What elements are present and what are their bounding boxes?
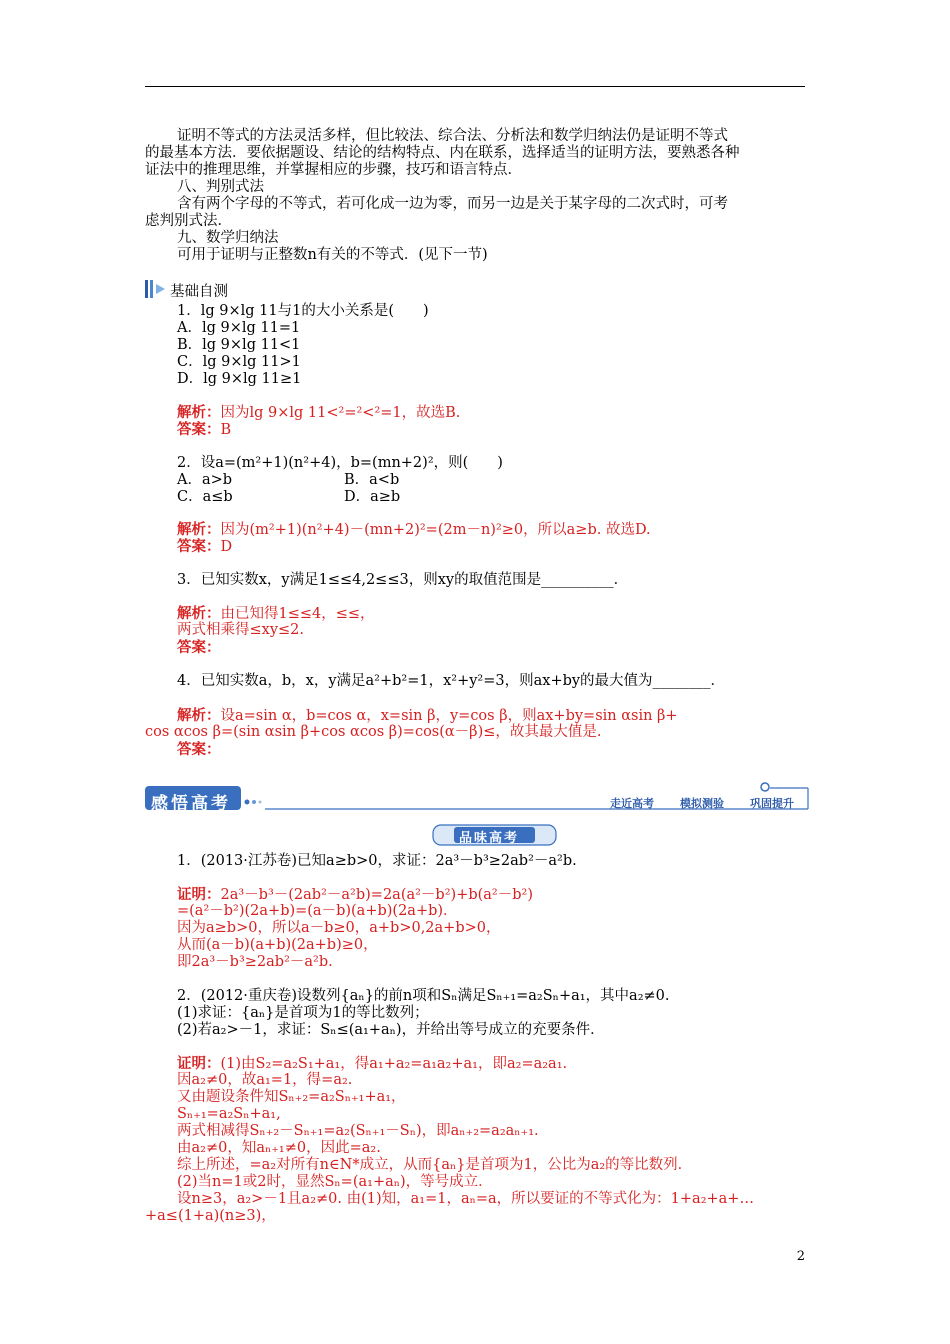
q3-answer-label: 答案： [177, 639, 221, 656]
page-number: 2 [796, 1249, 805, 1264]
g1-proof-5: 即2a³－b³≥2ab²－a²b. [177, 954, 333, 970]
q4-analysis-2: cos αcos β=(sin αsin β+cos αcos β)=cos(α－β)≤，故其最大值是. [145, 724, 602, 740]
g1-proof-3: 因为a≥b>0，所以a－b≥0，a+b>0,2a+b>0， [177, 920, 501, 936]
q3-analysis-1: 由已知得1≤≤4，≤≤， [220, 606, 375, 622]
gaokao-banner [145, 780, 810, 814]
q4-stem: 4．已知实数a，b，x，y满足a²+b²=1，x²+y²=3，则ax+by的最大值为________． [177, 673, 726, 689]
q4-answer-label: 答案： [177, 741, 221, 758]
q2-stem: 2．设a=(m²+1)(n²+4)，b=(mn+2)²，则( ) [177, 455, 503, 471]
g2-proof-2: 因a₂≠0，故a₁=1，得=a₂. [177, 1072, 353, 1088]
intro-line-2: 的最基本方法．要依据题设、结论的结构特点、内在联系，选择适当的证明方法，要熟悉各种 [145, 145, 740, 161]
g2-proof-label: 证明： [177, 1055, 221, 1072]
q1-option-c: C．lg 9×lg 11>1 [177, 354, 301, 370]
method-9-text: 可用于证明与正整数n有关的不等式．(见下一节) [177, 247, 488, 263]
intro-line-1: 证明不等式的方法灵活多样，但比较法、综合法、分析法和数学归纳法仍是证明不等式 [177, 128, 728, 144]
g2-proof-7: 综上所述，=a₂对所有n∈N*成立，从而{aₙ}是首项为1，公比为a₂的等比数列． [177, 1157, 693, 1173]
q1-stem: 1．lg 9×lg 11与1的大小关系是( ) [177, 303, 429, 319]
g1-proof-4: 从而(a－b)(a+b)(2a+b)≥0， [177, 937, 378, 953]
banner-tab-3: 巩固提升 [750, 797, 794, 810]
header-rule [145, 86, 805, 87]
g2-part-1: (1)求证：{aₙ}是首项为1的等比数列； [177, 1005, 429, 1021]
q2-answer: D [220, 539, 233, 555]
q3-analysis-label: 解析： [177, 605, 221, 622]
q2-analysis: 因为(m²+1)(n²+4)－(mn+2)²=(2m－n)²≥0，所以a≥b. 故选D. [220, 522, 651, 538]
heading-method-9: 九、数学归纳法 [177, 230, 279, 246]
g2-proof-4: Sₙ₊₁=a₂Sₙ+a₁, [177, 1106, 281, 1122]
q2-analysis-label: 解析： [177, 521, 221, 538]
q1-analysis: 因为lg 9×lg 11<²=²<²=1，故选B. [220, 405, 461, 421]
q1-answer: B [220, 422, 232, 438]
q2-option-c: C．a≤b [177, 489, 233, 505]
g2-proof-5: 两式相减得Sₙ₊₂－Sₙ₊₁=a₂(Sₙ₊₁－Sₙ)，即aₙ₊₂=a₂aₙ₊₁. [177, 1123, 539, 1139]
g2-proof-1: (1)由S₂=a₂S₁+a₁，得a₁+a₂=a₁a₂+a₁，即a₂=a₂a₁. [220, 1056, 568, 1072]
g1-stem: 1．(2013·江苏卷)已知a≥b>0，求证：2a³－b³≥2ab²－a²b. [177, 853, 577, 869]
g2-part-2: (2)若a₂>－1，求证：Sₙ≤(a₁+aₙ)，并给出等号成立的充要条件． [177, 1022, 605, 1038]
g2-proof-6: 由a₂≠0，知aₙ₊₁≠0，因此=a₂. [177, 1140, 381, 1156]
q1-option-a: A．lg 9×lg 11=1 [177, 320, 301, 336]
g2-stem: 2．(2012·重庆卷)设数列{aₙ}的前n项和Sₙ满足Sₙ₊₁=a₂Sₙ+a₁，其中a₂≠0. [177, 988, 670, 1004]
q1-analysis-label: 解析： [177, 404, 221, 421]
g1-proof-1: 2a³－b³－(2ab²－a²b)=2a(a²－b²)+b(a²－b²) [220, 887, 533, 903]
g2-proof-8: (2)当n=1或2时，显然Sₙ=(a₁+aₙ)，等号成立． [177, 1174, 493, 1190]
g2-proof-10: +a≤(1+a)(n≥3)， [145, 1208, 276, 1224]
sub-banner [432, 823, 557, 847]
method-8-text-1: 含有两个字母的不等式，若可化成一边为零，而另一边是关于某字母的二次式时，可考 [177, 196, 728, 212]
section-flag-icon [145, 280, 167, 298]
q4-analysis-label: 解析： [177, 707, 221, 724]
q2-option-b: B．a<b [344, 472, 400, 488]
q2-answer-label: 答案： [177, 538, 221, 555]
g2-proof-9: 设n≥3，a₂>－1且a₂≠0. 由(1)知，a₁=1，aₙ=a，所以要证的不等式化为：1+a₂+a+… [177, 1191, 754, 1207]
method-8-text-2: 虑判别式法． [145, 213, 232, 229]
q3-analysis-2: 两式相乘得≤xy≤2. [177, 622, 305, 638]
heading-method-8: 八、判别式法 [177, 179, 264, 195]
intro-line-3: 证法中的推理思维，并掌握相应的步骤，技巧和语言特点． [145, 162, 522, 178]
g1-proof-2: =(a²－b²)(2a+b)=(a－b)(a+b)(2a+b)． [177, 903, 458, 919]
q2-option-d: D．a≥b [344, 489, 401, 505]
q2-option-a: A．a>b [177, 472, 233, 488]
q1-option-d: D．lg 9×lg 11≥1 [177, 371, 302, 387]
q1-option-b: B．lg 9×lg 11<1 [177, 337, 301, 353]
banner-tab-2: 模拟测验 [680, 797, 724, 810]
q1-answer-label: 答案： [177, 421, 221, 438]
q3-stem: 3．已知实数x，y满足1≤≤4,2≤≤3，则xy的取值范围是__________． [177, 572, 629, 588]
sub-banner-title: 品味高考 [459, 831, 520, 846]
q4-analysis-1: 设a=sin α，b=cos α，x=sin β，y=cos β，则ax+by=sin αsin β+ [220, 708, 678, 724]
section-title-basics: 基础自测 [170, 284, 228, 300]
g1-proof-label: 证明： [177, 886, 221, 903]
banner-tab-1: 走近高考 [610, 797, 654, 810]
banner-title: 感悟高考 [151, 794, 231, 814]
g2-proof-3: 又由题设条件知Sₙ₊₂=a₂Sₙ₊₁+a₁， [177, 1089, 406, 1105]
